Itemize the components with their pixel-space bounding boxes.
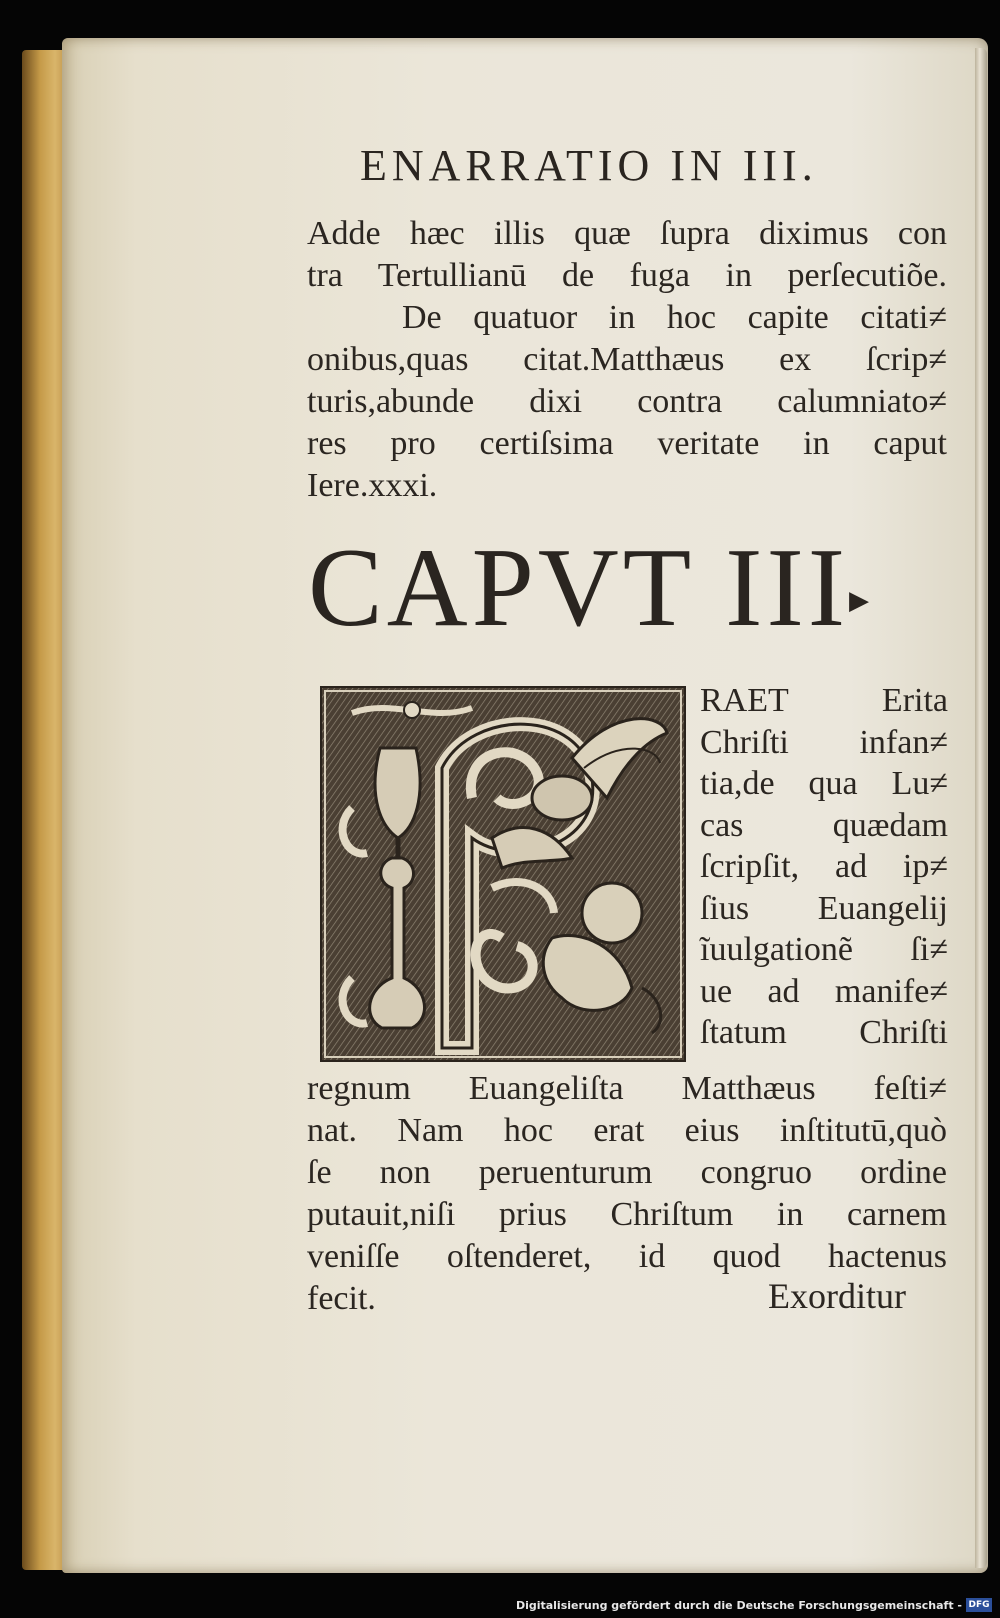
ornamental-initial-icon	[320, 686, 686, 1062]
text-line: Iere.xxxi.	[307, 467, 438, 504]
text-line: ĩuulgationẽ ſi≠	[700, 931, 948, 968]
text-line: Chriſti infan≠	[700, 723, 948, 761]
text-line: onibus,quas citat.Matthæus ex ſcrip≠	[307, 341, 947, 378]
text-line: res pro certiſsima veritate in caput	[307, 425, 947, 462]
dfg-logo-icon: DFG	[966, 1598, 992, 1612]
text-line: veniſſe oſtenderet, id quod hactenus	[307, 1238, 947, 1275]
text-line: cas quædam	[700, 806, 948, 844]
text-line: nat. Nam hoc erat eius inſtitutū,quò	[307, 1112, 947, 1149]
text-line: ue ad manife≠	[700, 972, 948, 1010]
text-line: putauit,niſi prius Chriſtum in carnem	[307, 1196, 947, 1233]
text-line: regnum Euangeliſta Matthæus feſti≠	[307, 1070, 947, 1107]
catchword: Exorditur	[768, 1276, 906, 1316]
text-line: RAET Erita	[700, 682, 948, 719]
side-column-text	[700, 680, 948, 1054]
text-line: Adde hæc illis quæ ſupra diximus con	[307, 215, 947, 252]
chapter-heading	[308, 528, 948, 659]
text-line: ſius Euangelij	[700, 889, 948, 927]
digitization-credit: Digitalisierung gefördert durch die Deutsche Forschungsgemeinschaft -	[515, 1599, 962, 1612]
text-line: De quatuor in hoc capite citati≠	[402, 299, 947, 336]
text-line: tia,de qua Lu≠	[700, 765, 948, 802]
running-head: ENARRATIO IN III.	[360, 141, 818, 190]
text-line: ſe non peruenturum congruo ordine	[307, 1154, 947, 1191]
text-line: ſcripſit, ad ip≠	[700, 848, 948, 885]
page-edge	[975, 48, 987, 1568]
paragraph-1	[307, 213, 947, 507]
text-line: ſtatum Chriſti	[700, 1014, 948, 1051]
chapter-arrow-icon: ▸	[849, 576, 874, 622]
text-line: tra Tertullianū de fuga in perſecutiõe.	[307, 257, 947, 294]
woodcut-illustration	[322, 688, 684, 1060]
text-line: fecit.	[307, 1280, 376, 1317]
chapter-title: CAPVT III	[308, 526, 850, 650]
text-line: turis,abunde dixi contra calumniato≠	[307, 383, 947, 420]
